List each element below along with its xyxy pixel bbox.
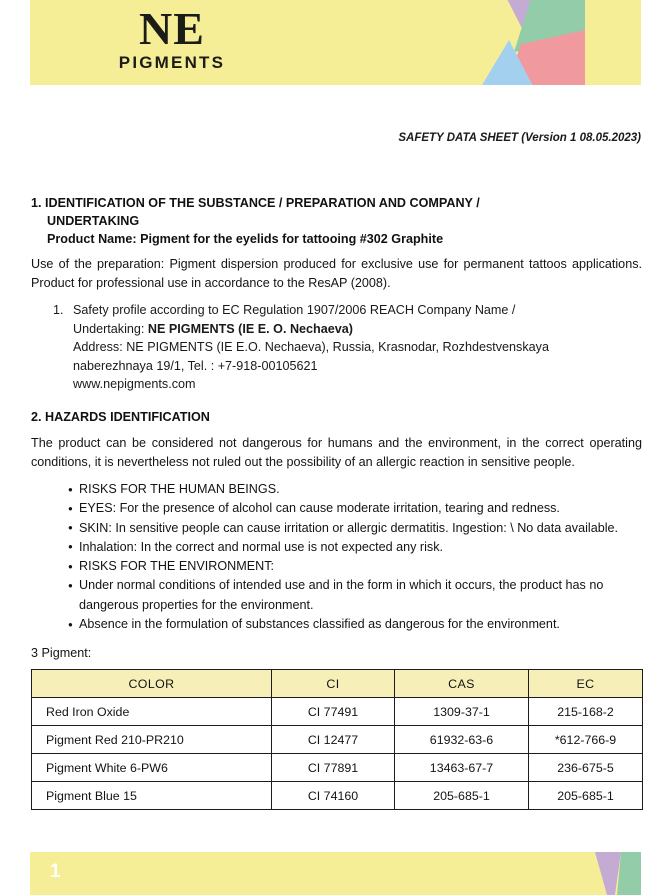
cell-cas: 205-685-1 bbox=[395, 782, 529, 810]
table-row bbox=[32, 698, 643, 726]
cell-ec: *612-766-9 bbox=[529, 726, 643, 754]
table-header-row bbox=[32, 670, 643, 698]
list-item: ● Absence in the formulation of substances classified as dangerous for the environment. bbox=[31, 615, 642, 634]
cell-cas: 61932-63-6 bbox=[395, 726, 529, 754]
undertaking-company: NE PIGMENTS (IE E. O. Nechaeva) bbox=[147, 321, 353, 336]
address-line-1: Address: NE PIGMENTS (IE E.O. Nechaeva), Russia, Krasnodar, Rozhdestvenskaya bbox=[73, 340, 549, 354]
address-line-2: naberezhnaya 19/1, Tel. : +7-918-00105621 bbox=[73, 358, 318, 373]
list-item-number: 1. bbox=[53, 303, 64, 317]
product-name: Product Name: Pigment for the eyelids for tattooing #302 Graphite bbox=[47, 232, 444, 246]
logo-wordmark: NE bbox=[139, 3, 205, 54]
pigment-section-label: 3 Pigment: bbox=[31, 646, 92, 661]
header-decorative-shapes bbox=[469, 0, 585, 85]
table-row bbox=[32, 754, 643, 782]
brand-logo bbox=[92, 3, 252, 73]
cell-cas: 1309-37-1 bbox=[395, 698, 529, 726]
cell-ci: CI 12477 bbox=[272, 726, 395, 754]
section-1-heading bbox=[31, 195, 642, 230]
cell-ci: CI 77891 bbox=[272, 754, 395, 782]
cell-ec: 215-168-2 bbox=[529, 698, 643, 726]
list-item: ● Under normal conditions of intended use and in the form in which it occurs, the product has no dangerous properties for the environment. bbox=[31, 576, 642, 615]
company-website[interactable]: www.nepigments.com bbox=[73, 377, 196, 391]
table-header-ec: EC bbox=[529, 670, 643, 698]
hazards-intro-paragraph: The product can be considered not dangerous for humans and the environment, in the correct operating conditions, it is nevertheless not ruled out the possibility of an allergic reaction in sensitive people. bbox=[31, 436, 642, 469]
undertaking-prefix: Undertaking: bbox=[73, 321, 148, 336]
section-1-heading-line1: 1. IDENTIFICATION OF THE SUBSTANCE / PREPARATION AND COMPANY / bbox=[31, 196, 480, 210]
table-header-color: COLOR bbox=[32, 670, 272, 698]
list-item: ● EYES: For the presence of alcohol can cause moderate irritation, tearing and redness. bbox=[31, 499, 642, 518]
document-content bbox=[31, 195, 642, 810]
pigment-table bbox=[31, 669, 643, 810]
page-footer-band bbox=[30, 852, 641, 895]
undertaking-line bbox=[73, 320, 642, 339]
table-row bbox=[32, 782, 643, 810]
list-item: ● RISKS FOR THE ENVIRONMENT: bbox=[31, 557, 642, 576]
table-header-cas: CAS bbox=[395, 670, 529, 698]
safety-profile-line: Safety profile according to EC Regulation 1907/2006 REACH Company Name / bbox=[73, 303, 516, 317]
list-item: ● RISKS FOR THE HUMAN BEINGS. bbox=[31, 480, 642, 499]
page-number: 1 bbox=[50, 861, 61, 882]
table-row bbox=[32, 726, 643, 754]
cell-color: Pigment White 6-PW6 bbox=[32, 754, 272, 782]
cell-color: Red Iron Oxide bbox=[32, 698, 272, 726]
use-of-preparation-paragraph: Use of the preparation: Pigment dispersion produced for exclusive use for permanent tattoos applications. Product for professional use in accordance to the ResAP (2008). bbox=[31, 257, 642, 290]
section-1-numbered-list bbox=[31, 301, 642, 394]
table-header-ci: CI bbox=[272, 670, 395, 698]
cell-ec: 236-675-5 bbox=[529, 754, 643, 782]
section-2-heading: 2. HAZARDS IDENTIFICATION bbox=[31, 409, 210, 424]
logo-subtitle: PIGMENTS bbox=[118, 53, 226, 72]
cell-color: Pigment Blue 15 bbox=[32, 782, 272, 810]
cell-ci: CI 77491 bbox=[272, 698, 395, 726]
list-item: ● Inhalation: In the correct and normal use is not expected any risk. bbox=[31, 538, 642, 557]
page-header-band bbox=[30, 0, 641, 85]
cell-color: Pigment Red 210-PR210 bbox=[32, 726, 272, 754]
list-item bbox=[31, 301, 642, 394]
cell-ci: CI 74160 bbox=[272, 782, 395, 810]
hazards-bullet-list bbox=[31, 480, 642, 634]
section-1-heading-line2: UNDERTAKING bbox=[47, 213, 140, 228]
cell-cas: 13463-67-7 bbox=[395, 754, 529, 782]
safety-data-sheet-version: SAFETY DATA SHEET (Version 1 08.05.2023) bbox=[398, 132, 641, 144]
cell-ec: 205-685-1 bbox=[529, 782, 643, 810]
list-item: ● SKIN: In sensitive people can cause irritation or allergic dermatitis. Ingestion: \ No data available. bbox=[31, 519, 642, 538]
footer-decorative-shapes bbox=[581, 852, 641, 895]
